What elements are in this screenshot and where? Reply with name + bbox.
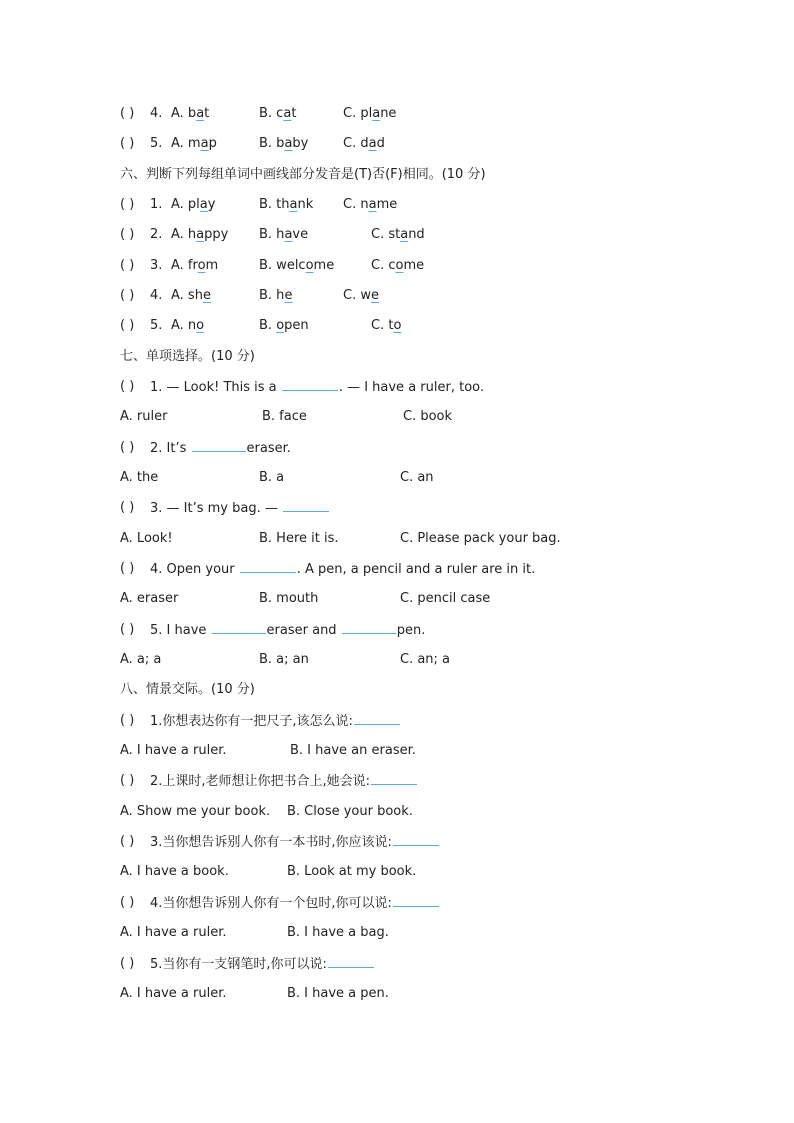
answer-blank[interactable]: ( ) xyxy=(120,288,135,303)
option-b: B. I have a bag. xyxy=(287,925,389,940)
answer-blank[interactable]: ( ) xyxy=(120,136,135,151)
option-a: A. the xyxy=(120,470,159,485)
mc-question xyxy=(0,377,794,397)
option-b: B. cat xyxy=(259,106,297,121)
option-a: A. map xyxy=(171,136,217,151)
answer-blank[interactable]: ( ) xyxy=(120,834,135,849)
fill-blank[interactable] xyxy=(240,559,296,573)
dialog-question xyxy=(0,711,794,731)
option-a: A. eraser xyxy=(120,591,179,606)
fill-blank[interactable] xyxy=(212,620,266,634)
dialog-question xyxy=(0,771,794,791)
mc-question xyxy=(0,498,794,518)
section-title: 七、单项选择。(10 分) xyxy=(120,349,255,364)
dialog-options xyxy=(0,862,794,882)
option-a: A. Look! xyxy=(120,531,173,546)
answer-blank[interactable]: ( ) xyxy=(120,440,135,455)
answer-blank[interactable]: ( ) xyxy=(120,379,135,394)
option-b: B. Here it is. xyxy=(259,531,339,546)
question-text: 1.你想表达你有一把尺子,该怎么说: xyxy=(150,711,401,732)
item-number: 5. xyxy=(150,136,163,151)
section-heading-6 xyxy=(0,165,794,185)
option-b: B. mouth xyxy=(259,591,319,606)
question-text: 4. Open your . A pen, a pencil and a ruler are in it. xyxy=(150,559,535,580)
fill-blank[interactable] xyxy=(192,438,246,452)
fill-blank[interactable] xyxy=(393,893,439,907)
option-b: B. open xyxy=(259,318,309,333)
dialog-options xyxy=(0,923,794,943)
question-text: 5. I have eraser and pen. xyxy=(150,620,425,641)
option-b: B. face xyxy=(262,409,307,424)
question-text: 5.当你有一支钢笔时,你可以说: xyxy=(150,954,375,975)
answer-blank[interactable]: ( ) xyxy=(120,318,135,333)
dialog-options xyxy=(0,802,794,822)
phonics-item xyxy=(0,195,794,215)
option-c: C. pencil case xyxy=(400,591,491,606)
fill-blank[interactable] xyxy=(354,711,400,725)
section-title: 八、情景交际。(10 分) xyxy=(120,682,255,697)
answer-blank[interactable]: ( ) xyxy=(120,197,135,212)
answer-blank[interactable]: ( ) xyxy=(120,227,135,242)
answer-blank[interactable]: ( ) xyxy=(120,622,135,637)
item-number: 5. xyxy=(150,318,163,333)
option-c: C. we xyxy=(343,288,379,303)
answer-blank[interactable]: ( ) xyxy=(120,561,135,576)
dialog-options xyxy=(0,741,794,761)
option-c: C. Please pack your bag. xyxy=(400,531,561,546)
option-b: B. Close your book. xyxy=(287,804,413,819)
mc-options xyxy=(0,407,794,427)
option-c: C. dad xyxy=(343,136,385,151)
mc-options xyxy=(0,529,794,549)
item-number: 3. xyxy=(150,258,163,273)
answer-blank[interactable]: ( ) xyxy=(120,956,135,971)
option-b: B. baby xyxy=(259,136,309,151)
option-a: A. I have a ruler. xyxy=(120,743,227,758)
question-text: 4.当你想告诉别人你有一个包时,你可以说: xyxy=(150,893,440,914)
item-number: 4. xyxy=(150,288,163,303)
option-b: B. have xyxy=(259,227,309,242)
fill-blank[interactable] xyxy=(283,498,329,512)
phonics-item xyxy=(0,134,794,154)
option-a: A. I have a ruler. xyxy=(120,925,227,940)
item-number: 4. xyxy=(150,106,163,121)
option-b: B. I have a pen. xyxy=(287,986,389,1001)
option-c: C. stand xyxy=(371,227,425,242)
option-b: B. I have an eraser. xyxy=(290,743,416,758)
option-a: A. bat xyxy=(171,106,210,121)
question-text: 2. It’s eraser. xyxy=(150,438,291,459)
answer-blank[interactable]: ( ) xyxy=(120,106,135,121)
option-b: B. he xyxy=(259,288,293,303)
mc-options xyxy=(0,468,794,488)
answer-blank[interactable]: ( ) xyxy=(120,895,135,910)
option-b: B. welcome xyxy=(259,258,335,273)
option-a: A. ruler xyxy=(120,409,168,424)
section-heading-7 xyxy=(0,347,794,367)
item-number: 1. xyxy=(150,197,163,212)
option-a: A. from xyxy=(171,258,219,273)
question-text: 3.当你想告诉别人你有一本书时,你应该说: xyxy=(150,832,440,853)
option-a: A. a; a xyxy=(120,652,162,667)
fill-blank[interactable] xyxy=(282,377,338,391)
answer-blank[interactable]: ( ) xyxy=(120,500,135,515)
option-b: B. Look at my book. xyxy=(287,864,417,879)
option-c: C. to xyxy=(371,318,402,333)
section-title: 六、判断下列每组单词中画线部分发音是(T)否(F)相同。(10 分) xyxy=(120,167,486,182)
question-text: 1. — Look! This is a . — I have a ruler, too. xyxy=(150,377,484,398)
phonics-item xyxy=(0,104,794,124)
phonics-item xyxy=(0,256,794,276)
option-a: A. I have a book. xyxy=(120,864,229,879)
option-c: C. book xyxy=(403,409,453,424)
option-c: C. an; a xyxy=(400,652,451,667)
section-heading-8 xyxy=(0,680,794,700)
question-text: 2.上课时,老师想让你把书合上,她会说: xyxy=(150,771,418,792)
phonics-item xyxy=(0,225,794,245)
question-text: 3. — It’s my bag. — xyxy=(150,498,330,519)
mc-question xyxy=(0,559,794,579)
fill-blank[interactable] xyxy=(342,620,396,634)
option-a: A. I have a ruler. xyxy=(120,986,227,1001)
mc-question xyxy=(0,438,794,458)
dialog-question xyxy=(0,893,794,913)
option-c: C. name xyxy=(343,197,398,212)
answer-blank[interactable]: ( ) xyxy=(120,713,135,728)
option-c: C. an xyxy=(400,470,434,485)
option-b: B. thank xyxy=(259,197,314,212)
option-a: A. no xyxy=(171,318,205,333)
option-c: C. plane xyxy=(343,106,397,121)
phonics-item xyxy=(0,316,794,336)
fill-blank[interactable] xyxy=(328,954,374,968)
mc-options xyxy=(0,589,794,609)
option-a: A. she xyxy=(171,288,211,303)
fill-blank[interactable] xyxy=(393,832,439,846)
option-a: A. happy xyxy=(171,227,229,242)
option-a: A. play xyxy=(171,197,216,212)
item-number: 2. xyxy=(150,227,163,242)
dialog-question xyxy=(0,832,794,852)
fill-blank[interactable] xyxy=(371,771,417,785)
answer-blank[interactable]: ( ) xyxy=(120,258,135,273)
dialog-options xyxy=(0,984,794,1004)
mc-question xyxy=(0,620,794,640)
mc-options xyxy=(0,650,794,670)
answer-blank[interactable]: ( ) xyxy=(120,773,135,788)
option-a: A. Show me your book. xyxy=(120,804,271,819)
option-b: B. a; an xyxy=(259,652,309,667)
option-c: C. come xyxy=(371,258,425,273)
option-b: B. a xyxy=(259,470,285,485)
phonics-item xyxy=(0,286,794,306)
dialog-question xyxy=(0,954,794,974)
